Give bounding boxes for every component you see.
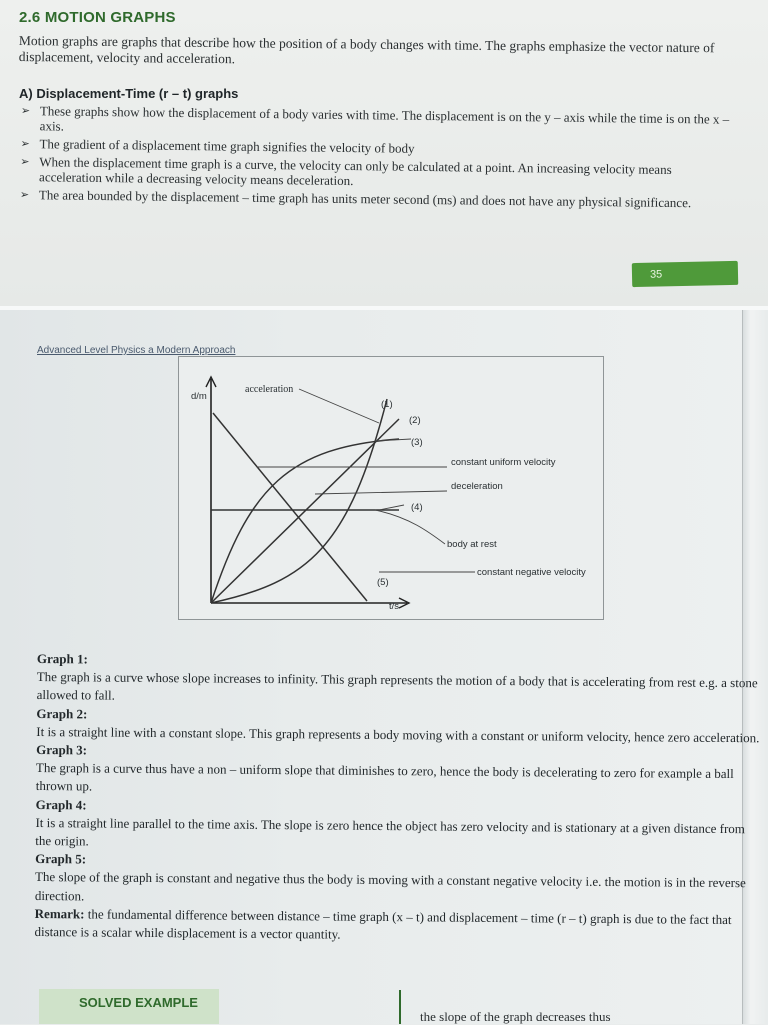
x-axis-label: t/s: [389, 601, 400, 612]
cut-off-text: the slope of the graph decreases thus: [420, 1009, 611, 1024]
graph-curve-1: [211, 399, 387, 603]
solved-example-heading: SOLVED EXAMPLE: [39, 989, 219, 1024]
note-text-graph-2: It is a straight line with a constant slope. This graph represents a body moving with a constant or uniform velocity, hence zero acceleration.: [36, 723, 760, 746]
annotation-deceleration: deceleration: [451, 481, 503, 492]
remark-text: the fundamental difference between distance – time graph (x – t) and displacement – time (r – t) graph is due to the fact that distance is a scalar while displacement is a vector quantity.: [34, 906, 732, 942]
arrow-bullet-icon: ➢: [20, 104, 31, 118]
arrow-bullet-icon: ➢: [19, 188, 30, 202]
motion-graph-figure: [178, 356, 604, 620]
bullet-list: [18, 103, 731, 214]
curve-label-3: (3): [411, 437, 423, 448]
intro-paragraph: Motion graphs are graphs that describe how the position of a body changes with time. The graphs emphasize the vector nature of displacement, velocity and acceleration.: [18, 33, 715, 67]
note-title-graph-4: Graph 4:: [35, 796, 87, 813]
column-divider: [399, 990, 401, 1024]
annotation-constant-uniform-velocity: constant uniform velocity: [451, 457, 556, 468]
subsection-heading: A) Displacement-Time (r – t) graphs: [19, 86, 239, 101]
y-axis-label: d/m: [191, 391, 207, 402]
arrow-bullet-icon: ➢: [20, 155, 30, 169]
note-text-graph-3: The graph is a curve thus have a non – uniform slope that diminishes to zero, hence the body is decelerating to zero for example a ball thrown up.: [35, 760, 734, 794]
note-title-graph-3: Graph 3:: [36, 742, 88, 758]
remark-label: Remark:: [34, 905, 85, 922]
note-title-graph-1: Graph 1:: [36, 650, 88, 667]
page-number-badge: 35: [632, 261, 738, 287]
curve-label-1: (1): [381, 399, 393, 410]
bullet-text: The area bounded by the displacement – time graph has units meter second (ms) and does not have any physical significance.: [38, 187, 692, 211]
curve-label-4: (4): [411, 502, 423, 513]
graph-curve-3: [211, 439, 399, 603]
motion-graph-svg: [179, 357, 603, 619]
graph-line-2: [211, 419, 399, 603]
graph-line-5: [213, 413, 367, 601]
note-title-graph-5: Graph 5:: [35, 851, 87, 867]
note-text-graph-4: It is a straight line parallel to the time axis. The slope is zero hence the object has zero velocity and is stationary at a given distance from the origin.: [35, 814, 746, 849]
curve-label-5: (5): [377, 577, 389, 588]
annotation-constant-negative-velocity: constant negative velocity: [477, 567, 586, 578]
annotation-acceleration: acceleration: [245, 384, 294, 395]
section-heading: 2.6 MOTION GRAPHS: [19, 9, 176, 26]
leader-acceleration: [299, 389, 379, 423]
running-header: Advanced Level Physics a Modern Approach: [37, 345, 236, 356]
note-title-graph-2: Graph 2:: [36, 705, 88, 722]
bullet-text: The gradient of a displacement time graph signifies the velocity of body: [39, 136, 415, 156]
arrow-bullet-icon: ➢: [20, 137, 30, 151]
curve-label-2: (2): [409, 415, 421, 426]
note-text-graph-1: The graph is a curve whose slope increases to infinity. This graph represents the motion of a body that is accelerating from rest e.g. a stone allowed to fall.: [36, 669, 758, 704]
bullet-text: When the displacement time graph is a curve, the velocity can only be calculated at a point. An increasing velocity means acceleration while a decreasing velocity means deceleration.: [39, 154, 672, 189]
bullet-item: [18, 154, 730, 193]
note-text-graph-5: The slope of the graph is constant and negative thus the body is moving with a constant negative velocity i.e. the motion is in the reverse direction.: [34, 869, 746, 904]
graph-notes: [34, 650, 762, 948]
top-page: [0, 0, 768, 308]
bullet-item: [19, 103, 731, 142]
annotation-body-at-rest: body at rest: [447, 539, 497, 550]
leader-deceleration: [315, 491, 447, 494]
remark-paragraph: [34, 905, 759, 948]
leader-rest: [375, 510, 445, 544]
bullet-text: These graphs show how the displacement of a body varies with time. The displacement is on the y – axis while the time is on the x – axis.: [39, 103, 730, 134]
